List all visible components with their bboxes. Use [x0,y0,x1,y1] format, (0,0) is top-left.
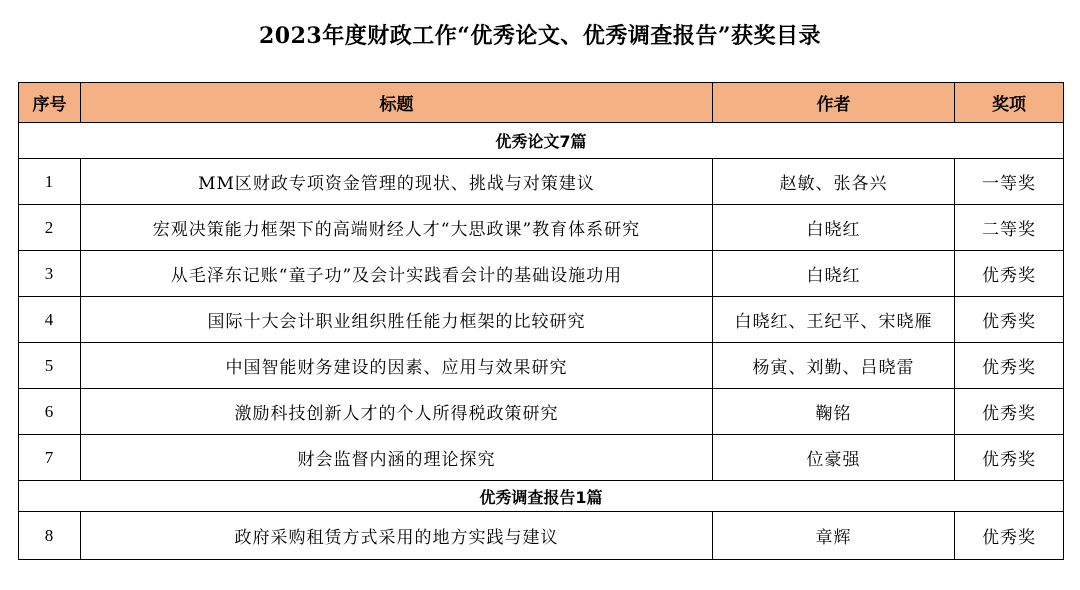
table-row [19,389,1064,435]
cell-title: MM区财政专项资金管理的现状、挑战与对策建议 [81,159,713,205]
cell-serial-number: 4 [19,297,81,343]
cell-award: 优秀奖 [955,389,1064,435]
cell-title: 宏观决策能力框架下的高端财经人才“大思政课”教育体系研究 [81,205,713,251]
table-row [19,512,1064,560]
cell-author: 赵敏、张各兴 [713,159,955,205]
cell-serial-number: 8 [19,512,81,560]
section-row-reports [19,481,1064,512]
header-serial-number: 序号 [19,83,81,123]
cell-author: 章辉 [713,512,955,560]
table-row [19,435,1064,481]
cell-title: 国际十大会计职业组织胜任能力框架的比较研究 [81,297,713,343]
table-row [19,205,1064,251]
header-award: 奖项 [955,83,1064,123]
header-author: 作者 [713,83,955,123]
cell-award: 一等奖 [955,159,1064,205]
cell-title: 中国智能财务建设的因素、应用与效果研究 [81,343,713,389]
table-row [19,343,1064,389]
cell-award: 优秀奖 [955,297,1064,343]
cell-author: 白晓红、王纪平、宋晓雁 [713,297,955,343]
cell-serial-number: 6 [19,389,81,435]
cell-author: 杨寅、刘勤、吕晓雷 [713,343,955,389]
cell-award: 优秀奖 [955,512,1064,560]
cell-author: 位豪强 [713,435,955,481]
cell-award: 优秀奖 [955,251,1064,297]
cell-title: 财会监督内涵的理论探究 [81,435,713,481]
cell-serial-number: 7 [19,435,81,481]
cell-author: 鞠铭 [713,389,955,435]
table-row [19,251,1064,297]
cell-title: 政府采购租赁方式采用的地方实践与建议 [81,512,713,560]
cell-serial-number: 5 [19,343,81,389]
cell-serial-number: 3 [19,251,81,297]
section-label: 优秀论文7篇 [19,123,1064,159]
cell-award: 优秀奖 [955,435,1064,481]
cell-author: 白晓红 [713,205,955,251]
cell-title: 激励科技创新人才的个人所得税政策研究 [81,389,713,435]
table-row [19,159,1064,205]
header-title: 标题 [81,83,713,123]
cell-serial-number: 2 [19,205,81,251]
cell-award: 二等奖 [955,205,1064,251]
cell-title: 从毛泽东记账“童子功”及会计实践看会计的基础设施功用 [81,251,713,297]
document-title: 2023年度财政工作“优秀论文、优秀调查报告”获奖目录 [258,23,822,49]
cell-award: 优秀奖 [955,343,1064,389]
table-row [19,297,1064,343]
table-header-row [19,83,1064,123]
cell-serial-number: 1 [19,159,81,205]
section-row-papers [19,123,1064,159]
awards-table [18,82,1064,560]
cell-author: 白晓红 [713,251,955,297]
section-label: 优秀调查报告1篇 [19,481,1064,512]
